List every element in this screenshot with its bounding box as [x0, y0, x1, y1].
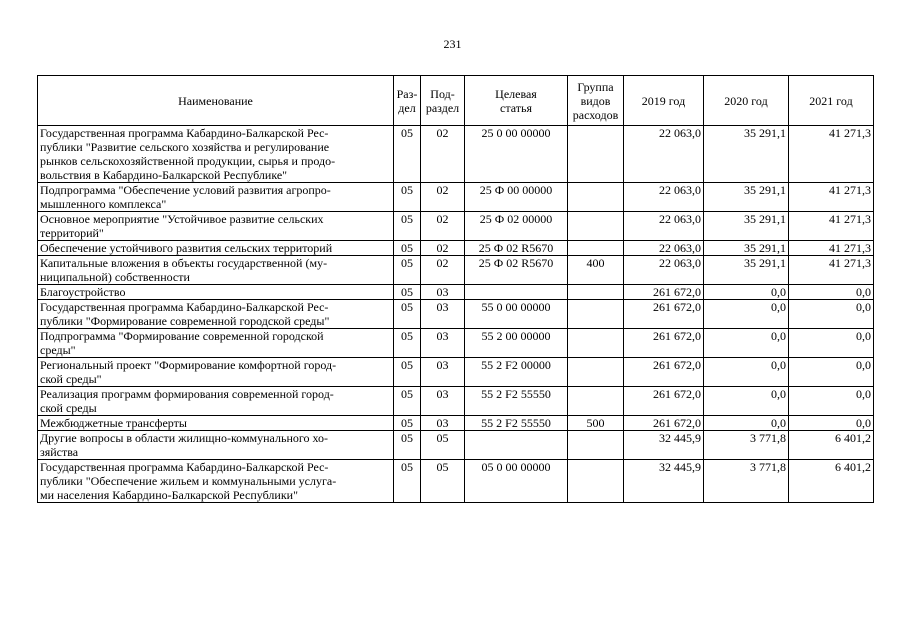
cell-2019: 261 672,0 — [624, 329, 704, 358]
header-subsection: Под- раздел — [421, 76, 465, 126]
cell-section: 05 — [394, 256, 421, 285]
cell-expense-group: 400 — [568, 256, 624, 285]
cell-2020: 0,0 — [704, 416, 789, 431]
table-row — [38, 358, 874, 387]
cell-2021: 6 401,2 — [789, 460, 874, 503]
table-row — [38, 387, 874, 416]
cell-subsection: 03 — [421, 358, 465, 387]
cell-2019: 32 445,9 — [624, 431, 704, 460]
table-row — [38, 460, 874, 503]
cell-target-article: 55 2 F2 55550 — [465, 387, 568, 416]
cell-2020: 35 291,1 — [704, 212, 789, 241]
cell-target-article: 05 0 00 00000 — [465, 460, 568, 503]
cell-name: Основное мероприятие "Устойчивое развитие сельских территорий" — [38, 212, 394, 241]
header-section: Раз- дел — [394, 76, 421, 126]
cell-2021: 0,0 — [789, 416, 874, 431]
table-row — [38, 183, 874, 212]
cell-2021: 41 271,3 — [789, 126, 874, 183]
cell-name: Другие вопросы в области жилищно-коммунального хо- зяйства — [38, 431, 394, 460]
cell-expense-group — [568, 329, 624, 358]
table-body — [38, 126, 874, 503]
cell-2020: 0,0 — [704, 329, 789, 358]
cell-subsection: 02 — [421, 212, 465, 241]
cell-2021: 0,0 — [789, 358, 874, 387]
cell-2021: 0,0 — [789, 387, 874, 416]
cell-expense-group — [568, 183, 624, 212]
cell-subsection: 03 — [421, 416, 465, 431]
cell-name: Благоустройство — [38, 285, 394, 300]
cell-subsection: 02 — [421, 126, 465, 183]
cell-target-article — [465, 285, 568, 300]
cell-section: 05 — [394, 460, 421, 503]
cell-expense-group: 500 — [568, 416, 624, 431]
cell-name: Межбюджетные трансферты — [38, 416, 394, 431]
cell-name: Капитальные вложения в объекты государственной (му- ниципальной) собственности — [38, 256, 394, 285]
cell-expense-group — [568, 285, 624, 300]
table-row — [38, 212, 874, 241]
header-2021: 2021 год — [789, 76, 874, 126]
cell-target-article: 55 2 F2 00000 — [465, 358, 568, 387]
cell-2021: 0,0 — [789, 329, 874, 358]
cell-name: Подпрограмма "Обеспечение условий развития агропро- мышленного комплекса" — [38, 183, 394, 212]
cell-2019: 32 445,9 — [624, 460, 704, 503]
cell-2021: 41 271,3 — [789, 183, 874, 212]
cell-target-article: 55 2 F2 55550 — [465, 416, 568, 431]
cell-name: Подпрограмма "Формирование современной городской среды" — [38, 329, 394, 358]
header-2020: 2020 год — [704, 76, 789, 126]
cell-section: 05 — [394, 416, 421, 431]
header-2019: 2019 год — [624, 76, 704, 126]
cell-subsection: 03 — [421, 300, 465, 329]
cell-name: Государственная программа Кабардино-Балкарской Рес- публики "Формирование современной городской среды" — [38, 300, 394, 329]
header-name: Наименование — [38, 76, 394, 126]
cell-2019: 22 063,0 — [624, 256, 704, 285]
cell-section: 05 — [394, 241, 421, 256]
cell-expense-group — [568, 300, 624, 329]
table-row — [38, 300, 874, 329]
cell-expense-group — [568, 431, 624, 460]
cell-2019: 261 672,0 — [624, 285, 704, 300]
cell-section: 05 — [394, 212, 421, 241]
table-row — [38, 285, 874, 300]
cell-2019: 261 672,0 — [624, 416, 704, 431]
cell-name: Региональный проект "Формирование комфортной город- ской среды" — [38, 358, 394, 387]
cell-2021: 41 271,3 — [789, 212, 874, 241]
cell-subsection: 03 — [421, 285, 465, 300]
cell-section: 05 — [394, 431, 421, 460]
cell-subsection: 02 — [421, 256, 465, 285]
cell-2021: 41 271,3 — [789, 256, 874, 285]
cell-section: 05 — [394, 183, 421, 212]
cell-2020: 35 291,1 — [704, 256, 789, 285]
cell-subsection: 02 — [421, 241, 465, 256]
cell-target-article: 55 2 00 00000 — [465, 329, 568, 358]
cell-subsection: 03 — [421, 329, 465, 358]
cell-2021: 0,0 — [789, 300, 874, 329]
cell-2021: 0,0 — [789, 285, 874, 300]
cell-2020: 35 291,1 — [704, 241, 789, 256]
cell-section: 05 — [394, 358, 421, 387]
cell-2021: 6 401,2 — [789, 431, 874, 460]
cell-2020: 0,0 — [704, 358, 789, 387]
table-row — [38, 416, 874, 431]
cell-expense-group — [568, 460, 624, 503]
cell-2021: 41 271,3 — [789, 241, 874, 256]
cell-subsection: 05 — [421, 460, 465, 503]
cell-expense-group — [568, 212, 624, 241]
cell-section: 05 — [394, 329, 421, 358]
cell-2019: 261 672,0 — [624, 300, 704, 329]
cell-subsection: 02 — [421, 183, 465, 212]
cell-2019: 22 063,0 — [624, 183, 704, 212]
cell-2020: 3 771,8 — [704, 431, 789, 460]
cell-expense-group — [568, 358, 624, 387]
cell-2020: 0,0 — [704, 300, 789, 329]
table-row — [38, 126, 874, 183]
cell-expense-group — [568, 387, 624, 416]
cell-section: 05 — [394, 387, 421, 416]
cell-2019: 22 063,0 — [624, 126, 704, 183]
cell-name: Государственная программа Кабардино-Балкарской Рес- публики "Развитие сельского хозяйства и регулирование рынков сельскохозяйственной продукции, сырья и продо- вольствия в Кабардино-Балкарской Республике" — [38, 126, 394, 183]
cell-2020: 35 291,1 — [704, 183, 789, 212]
cell-name: Реализация программ формирования современной город- ской среды — [38, 387, 394, 416]
cell-subsection: 05 — [421, 431, 465, 460]
cell-expense-group — [568, 241, 624, 256]
page-number: 231 — [443, 37, 462, 51]
cell-2020: 35 291,1 — [704, 126, 789, 183]
header-target-article: Целевая статья — [465, 76, 568, 126]
table-row — [38, 241, 874, 256]
cell-target-article: 55 0 00 00000 — [465, 300, 568, 329]
cell-target-article: 25 0 00 00000 — [465, 126, 568, 183]
cell-2019: 22 063,0 — [624, 212, 704, 241]
table-row — [38, 329, 874, 358]
cell-name: Государственная программа Кабардино-Балкарской Рес- публики "Обеспечение жильем и коммунальными услуга- ми населения Кабардино-Балкарской Республики" — [38, 460, 394, 503]
cell-section: 05 — [394, 285, 421, 300]
cell-section: 05 — [394, 126, 421, 183]
cell-2020: 3 771,8 — [704, 460, 789, 503]
cell-subsection: 03 — [421, 387, 465, 416]
cell-target-article: 25 Ф 02 R5670 — [465, 241, 568, 256]
cell-2020: 0,0 — [704, 387, 789, 416]
cell-name: Обеспечение устойчивого развития сельских территорий — [38, 241, 394, 256]
table-row — [38, 431, 874, 460]
cell-2019: 261 672,0 — [624, 358, 704, 387]
cell-section: 05 — [394, 300, 421, 329]
cell-expense-group — [568, 126, 624, 183]
cell-target-article — [465, 431, 568, 460]
table-row — [38, 256, 874, 285]
cell-target-article: 25 Ф 02 R5670 — [465, 256, 568, 285]
cell-target-article: 25 Ф 00 00000 — [465, 183, 568, 212]
header-expense-group: Группа видов расходов — [568, 76, 624, 126]
cell-target-article: 25 Ф 02 00000 — [465, 212, 568, 241]
cell-2019: 261 672,0 — [624, 387, 704, 416]
budget-table — [37, 75, 874, 503]
cell-2020: 0,0 — [704, 285, 789, 300]
cell-2019: 22 063,0 — [624, 241, 704, 256]
table-header-row — [38, 76, 874, 126]
